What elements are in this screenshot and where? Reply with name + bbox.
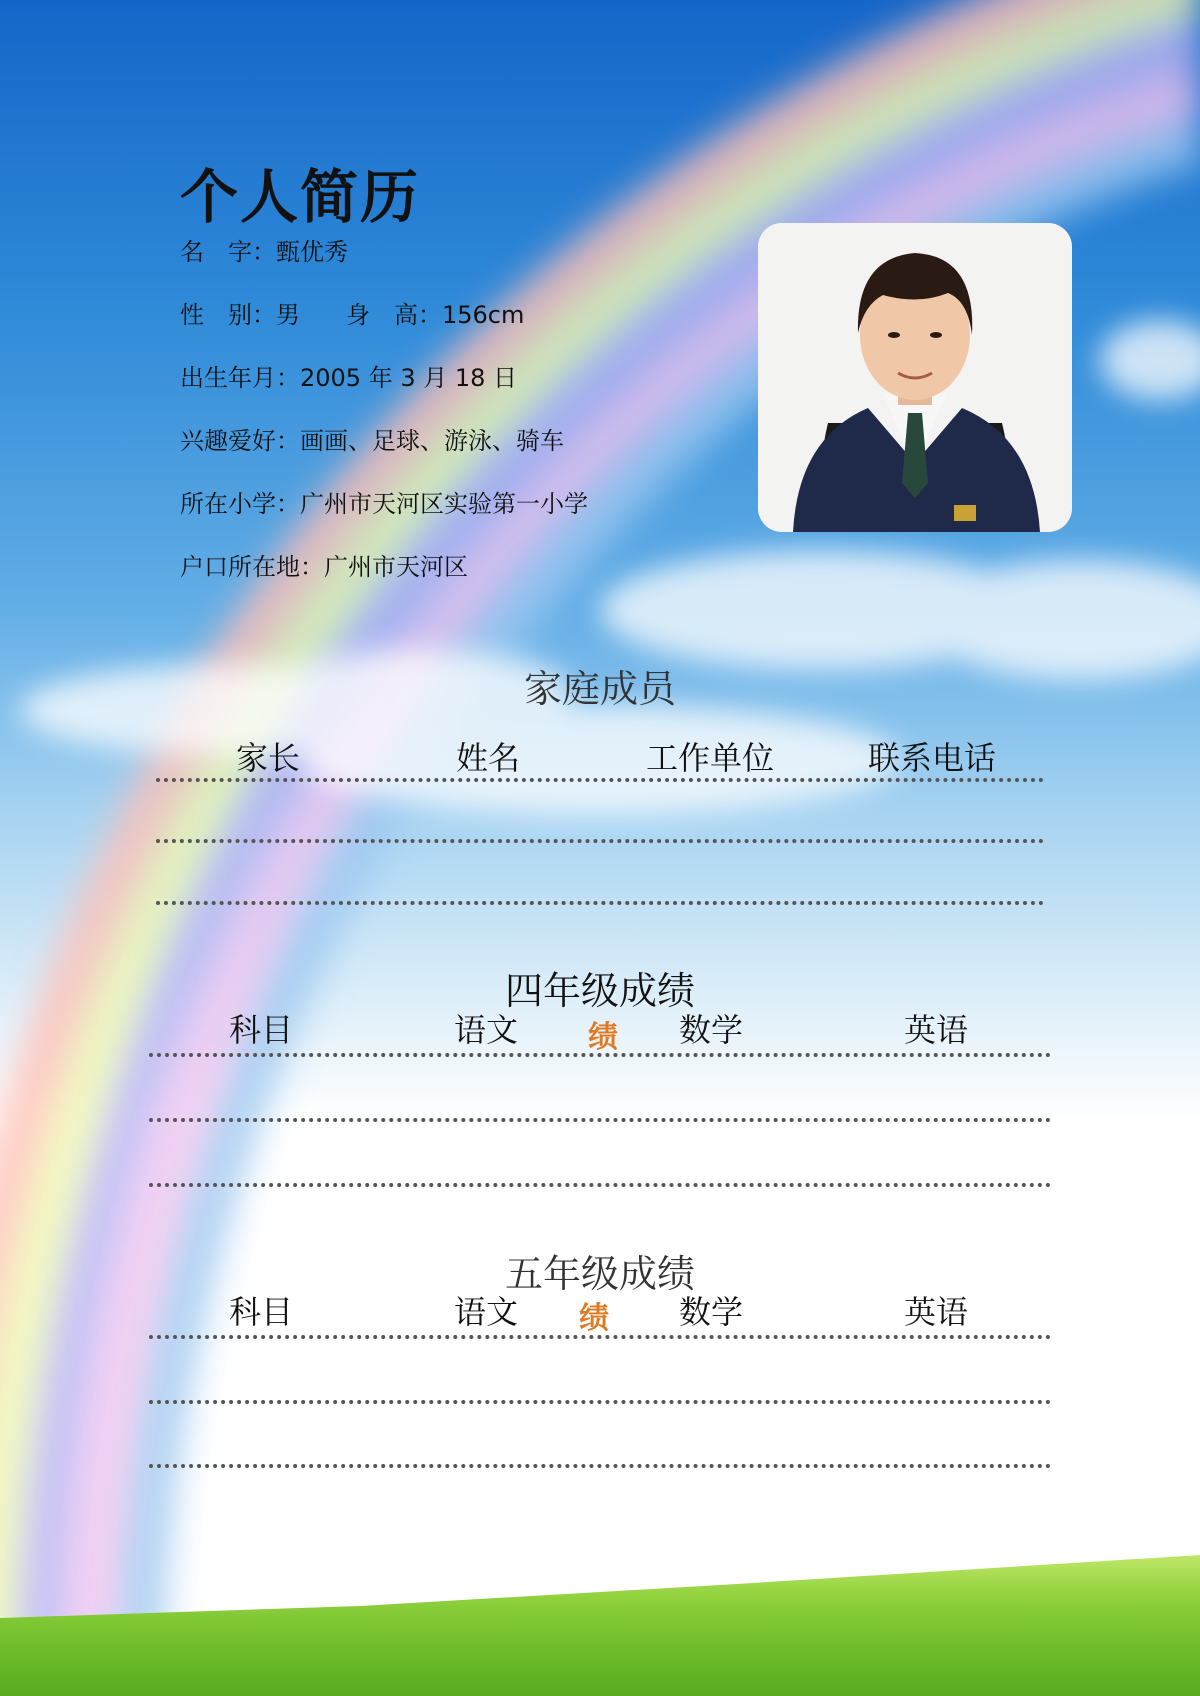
- height-label: 身 高：: [346, 301, 442, 329]
- hukou-label: 户口所在地：: [180, 553, 324, 581]
- student-portrait-image: [758, 223, 1072, 532]
- birth-label: 出生年月：: [180, 364, 300, 392]
- family-header-workplace: 工作单位: [646, 739, 775, 777]
- height-value: 156cm: [442, 301, 525, 329]
- student-photo: [758, 223, 1072, 532]
- grade5-line-1: [149, 1335, 1051, 1339]
- grade4-header-chinese: 语文: [454, 1011, 519, 1049]
- grade5-line-2: [149, 1400, 1051, 1404]
- info-row-hukou: [180, 547, 740, 610]
- grade4-line-2: [149, 1118, 1051, 1122]
- family-header-phone: 联系电话: [868, 739, 997, 777]
- family-line-2: [156, 839, 1044, 843]
- gender-value: 男: [276, 301, 300, 329]
- info-row-birth: [180, 358, 740, 421]
- family-header-name: 姓名: [456, 739, 521, 777]
- grade5-line-3: [149, 1464, 1051, 1468]
- grade4-header-math: 数学: [679, 1011, 744, 1049]
- grade4-header-english: 英语: [904, 1011, 969, 1049]
- grade4-line-1: [149, 1053, 1051, 1057]
- school-label: 所在小学：: [180, 490, 300, 518]
- grade5-header-chinese: 语文: [454, 1293, 519, 1331]
- gender-label: 性 别：: [180, 301, 276, 329]
- info-row-gender-height: [180, 295, 740, 358]
- grade4-section-title: 四年级成绩: [504, 969, 695, 1013]
- family-line-3: [156, 901, 1044, 905]
- info-row-name: [180, 232, 740, 295]
- birth-value: 2005 年 3 月 18 日: [300, 364, 518, 392]
- grade4-line-3: [149, 1183, 1051, 1187]
- hukou-value: 广州市天河区: [324, 553, 468, 581]
- grade5-header-math: 数学: [679, 1293, 744, 1331]
- hobby-value: 画画、足球、游泳、骑车: [300, 427, 564, 455]
- school-value: 广州市天河区实验第一小学: [300, 490, 588, 518]
- info-row-school: [180, 484, 740, 547]
- grade5-header-subject: 科目: [229, 1293, 294, 1331]
- grade4-stamp: 绩: [588, 1020, 618, 1055]
- grade5-header-english: 英语: [904, 1293, 969, 1331]
- hobby-label: 兴趣爱好：: [180, 427, 300, 455]
- page-title: 个人简历: [180, 163, 421, 231]
- grade5-section-title: 五年级成绩: [504, 1252, 695, 1296]
- family-header-parent: 家长: [236, 739, 301, 777]
- personal-info: [180, 232, 740, 610]
- grade5-stamp: 绩: [579, 1301, 609, 1336]
- name-value: 甄优秀: [276, 238, 348, 266]
- grade4-header-subject: 科目: [229, 1011, 294, 1049]
- info-row-hobby: [180, 421, 740, 484]
- name-label: 名 字：: [180, 238, 276, 266]
- family-line-1: [156, 778, 1044, 782]
- family-table-header: [0, 733, 1200, 777]
- family-section-title: 家庭成员: [523, 667, 676, 711]
